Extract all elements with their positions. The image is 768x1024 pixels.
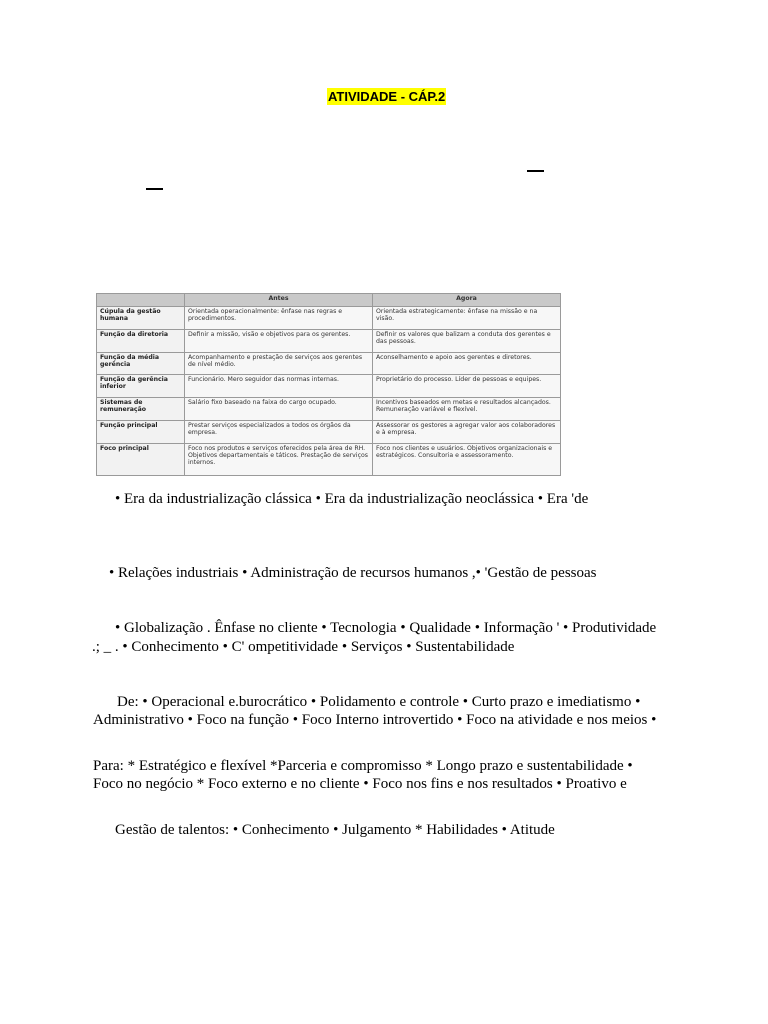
dash-mark-right bbox=[527, 170, 544, 172]
paragraph-eras: • Era da industrialização clássica • Era da industrialização neoclássica • Era 'de bbox=[115, 491, 589, 507]
dash-mark-left bbox=[146, 188, 163, 190]
table-row bbox=[97, 420, 561, 443]
cell-antes: Acompanhamento e prestação de serviços aos gerentes de nível médio. bbox=[185, 352, 373, 375]
paragraph-from-line2: Administrativo • Foco na função • Foco Interno introvertido • Foco na atividade e nos meios • bbox=[93, 712, 657, 728]
table-row bbox=[97, 352, 561, 375]
row-label: Foco principal bbox=[97, 443, 185, 475]
table-row bbox=[97, 329, 561, 352]
row-label: Função da média gerência bbox=[97, 352, 185, 375]
page-title: ATIVIDADE - CÁP.2 bbox=[328, 89, 446, 104]
paragraph-challenges-line2: .; _ . • Conhecimento • C' ompetitividade • Serviços • Sustentabilidade bbox=[92, 639, 515, 655]
comparison-table bbox=[96, 293, 561, 476]
cell-antes: Foco nos produtos e serviços oferecidos pela área de RH. Objetivos departamentais e táticos. Prestação de serviços internos. bbox=[185, 443, 373, 475]
row-label: Cúpula da gestão humana bbox=[97, 307, 185, 330]
scanned-comparison-table bbox=[96, 293, 560, 476]
paragraph-talent: Gestão de talentos: • Conhecimento • Julgamento * Habilidades • Atitude bbox=[115, 822, 555, 838]
cell-agora: Proprietário do processo. Líder de pessoas e equipes. bbox=[373, 375, 561, 398]
paragraph-phases: • Relações industriais • Administração de recursos humanos ,• 'Gestão de pessoas bbox=[109, 565, 597, 581]
row-label: Sistemas de remuneração bbox=[97, 398, 185, 421]
paragraph-to-line1: Para: * Estratégico e flexível *Parceria e compromisso * Longo prazo e sustentabilidade • bbox=[93, 758, 633, 774]
paragraph-to-line2: Foco no negócio * Foco externo e no cliente • Foco nos fins e nos resultados • Proativo e bbox=[93, 776, 627, 792]
paragraph-from-line1: De: • Operacional e.burocrático • Polidamento e controle • Curto prazo e imediatismo • bbox=[117, 694, 641, 710]
cell-antes: Orientada operacionalmente: ênfase nas regras e procedimentos. bbox=[185, 307, 373, 330]
table-header-empty bbox=[97, 294, 185, 307]
cell-agora: Assessorar os gestores a agregar valor aos colaboradores e à empresa. bbox=[373, 420, 561, 443]
table-header-antes: Antes bbox=[185, 294, 373, 307]
paragraph-challenges-line1: • Globalização . Ênfase no cliente • Tecnologia • Qualidade • Informação ' • Produtividade bbox=[115, 620, 657, 636]
table-row bbox=[97, 398, 561, 421]
table-row bbox=[97, 443, 561, 475]
cell-agora: Definir os valores que balizam a conduta dos gerentes e das pessoas. bbox=[373, 329, 561, 352]
cell-antes: Prestar serviços especializados a todos os órgãos da empresa. bbox=[185, 420, 373, 443]
table-row bbox=[97, 307, 561, 330]
table-header-agora: Agora bbox=[373, 294, 561, 307]
cell-antes: Funcionário. Mero seguidor das normas internas. bbox=[185, 375, 373, 398]
cell-antes: Salário fixo baseado na faixa do cargo ocupado. bbox=[185, 398, 373, 421]
cell-antes: Definir a missão, visão e objetivos para os gerentes. bbox=[185, 329, 373, 352]
table-row bbox=[97, 375, 561, 398]
row-label: Função da diretoria bbox=[97, 329, 185, 352]
table-header-row bbox=[97, 294, 561, 307]
cell-agora: Incentivos baseados em metas e resultados alcançados. Remuneração variável e flexível. bbox=[373, 398, 561, 421]
row-label: Função principal bbox=[97, 420, 185, 443]
cell-agora: Orientada estrategicamente: ênfase na missão e na visão. bbox=[373, 307, 561, 330]
row-label: Função da gerência inferior bbox=[97, 375, 185, 398]
cell-agora: Aconselhamento e apoio aos gerentes e diretores. bbox=[373, 352, 561, 375]
cell-agora: Foco nos clientes e usuários. Objetivos organizacionais e estratégicos. Consultoria e assessoramento. bbox=[373, 443, 561, 475]
